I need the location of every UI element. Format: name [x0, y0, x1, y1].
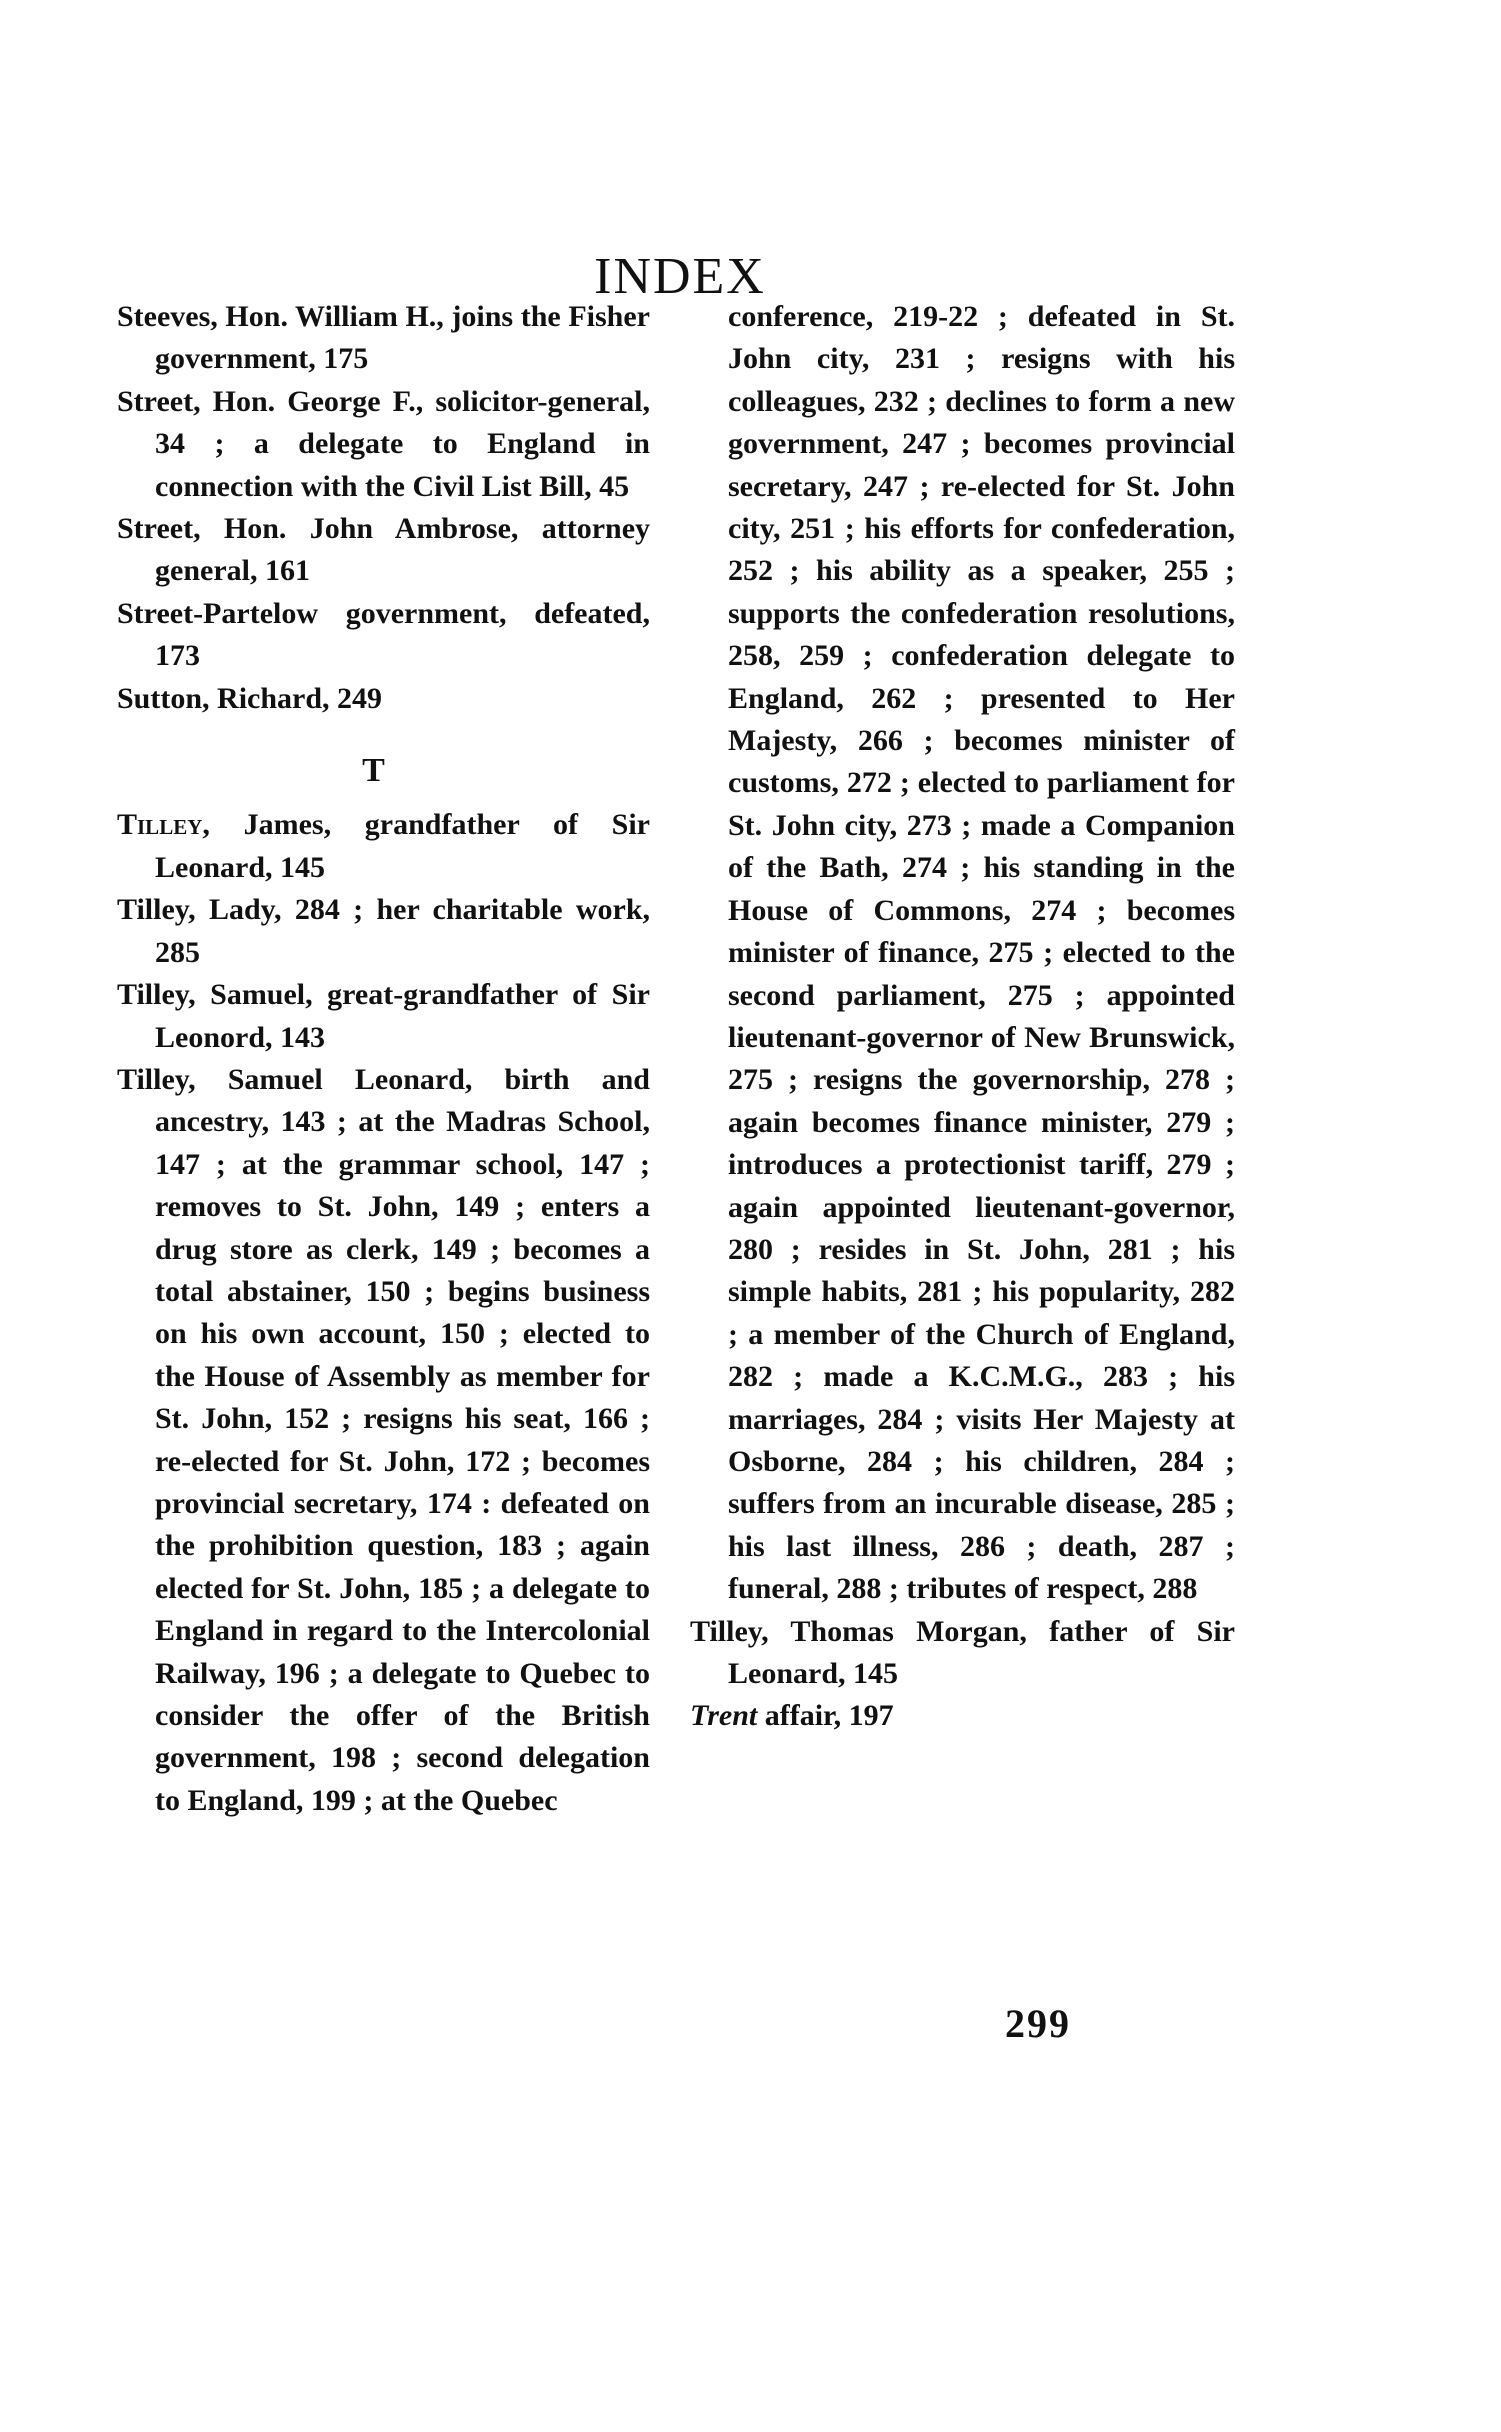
index-entry	[117, 381, 650, 508]
entry-heading-italic: Trent	[690, 1699, 758, 1733]
index-entry	[117, 1059, 650, 1822]
index-entry	[690, 1695, 1235, 1737]
entry-text: solicitor-general, 34 ; a delegate to England in connection with the Civil List Bill, 45	[155, 384, 650, 503]
entry-text: 284 ; her charitable work, 285	[155, 893, 651, 969]
entry-text: great-grandfather of Sir Leonord, 143	[155, 978, 650, 1054]
entry-heading: Tilley, Samuel Leonard,	[117, 1062, 473, 1096]
index-entry-continuation: conference, 219-22 ; defeated in St. John city, 231 ; resigns with his colleagues, 232 ; declines to form a new government, 247 ; becomes provincial secretary, 247 ; re-elected for St. John city, 251 ; his efforts for confederation, 252 ; his ability as a speaker, 255 ; supports the confederation resolutions, 258, 259 ; confederation delegate to England, 262 ; presented to Her Majesty, 266 ; becomes minister of customs, 272 ; elected to parliament for St. John city, 273 ; made a Companion of the Bath, 274 ; his standing in the House of Commons, 274 ; becomes minister of finance, 275 ; elected to the second parliament, 275 ; appointed lieutenant-governor of New Brunswick, 275 ; resigns the governorship, 278 ; again becomes finance minister, 279 ; introduces a protectionist tariff, 279 ; again appointed lieutenant-governor, 280 ; resides in St. John, 281 ; his simple habits, 281 ; his popularity, 282 ; a member of the Church of England, 282 ; made a K.C.M.G., 283 ; his marriages, 284 ; visits Her Majesty at Osborne, 284 ; his children, 284 ; suffers from an incurable disease, 285 ; his last illness, 286 ; death, 287 ; funeral, 288 ; tributes of respect, 288	[728, 300, 1235, 1606]
page-title: INDEX	[594, 247, 766, 305]
index-entry	[117, 889, 650, 974]
entry-text: 249	[329, 681, 383, 715]
section-letter-heading: T	[362, 752, 385, 790]
index-entry	[117, 678, 650, 720]
index-entry	[117, 974, 650, 1059]
index-entry	[117, 508, 650, 593]
entry-heading: Tilley, Lady,	[117, 893, 282, 927]
entry-text: birth and ancestry, 143 ; at the Madras School, 147 ; at the grammar school, 147 ; removes to St. John, 149 ; enters a drug store as clerk, 149 ; becomes a total abstainer, 150 ; begins business on his own account, 150 ; elected to the House of Assembly as member for St. John, 152 ; resigns his seat, 166 ; re-elected for St. John, 172 ; becomes provincial secretary, 174 : defeated on the prohibition question, 183 ; again elected for St. John, 185 ; a delegate to England in regard to the Intercolonial Railway, 196 ; a delegate to Quebec to consider the offer of the British government, 198 ; second delegation to England, 199 ; at the Quebec	[155, 1062, 650, 1817]
entry-text: father of Sir Leonard, 145	[728, 1614, 1235, 1690]
index-entry	[690, 1611, 1235, 1696]
entry-text: attorney general, 161	[155, 512, 651, 588]
entry-text: affair, 197	[757, 1699, 894, 1733]
index-column-right	[690, 296, 1235, 1738]
entry-heading: Street-Partelow government,	[117, 596, 507, 630]
entry-heading: , James,	[202, 808, 332, 842]
entry-heading: Tilley, Thomas Morgan,	[690, 1614, 1027, 1648]
entry-text: defeated, 173	[155, 596, 650, 673]
entry-text: joins the Fisher government, 175	[155, 300, 650, 376]
entry-heading: Steeves, Hon. William H.,	[117, 300, 444, 333]
entry-heading: Sutton, Richard,	[117, 681, 330, 715]
page-number: 299	[1005, 2001, 1071, 2046]
index-entry	[117, 804, 650, 889]
index-entry	[117, 296, 650, 381]
entry-heading: Street, Hon. George F.,	[117, 384, 424, 418]
entry-heading: Street, Hon. John Ambrose,	[117, 512, 519, 546]
entry-text: grandfather of Sir Leonard, 145	[155, 808, 650, 884]
index-entry	[117, 593, 650, 678]
index-column-left	[117, 296, 650, 1822]
entry-heading: Tilley, Samuel,	[117, 978, 313, 1012]
entry-heading-smallcaps: Tilley	[117, 808, 203, 842]
